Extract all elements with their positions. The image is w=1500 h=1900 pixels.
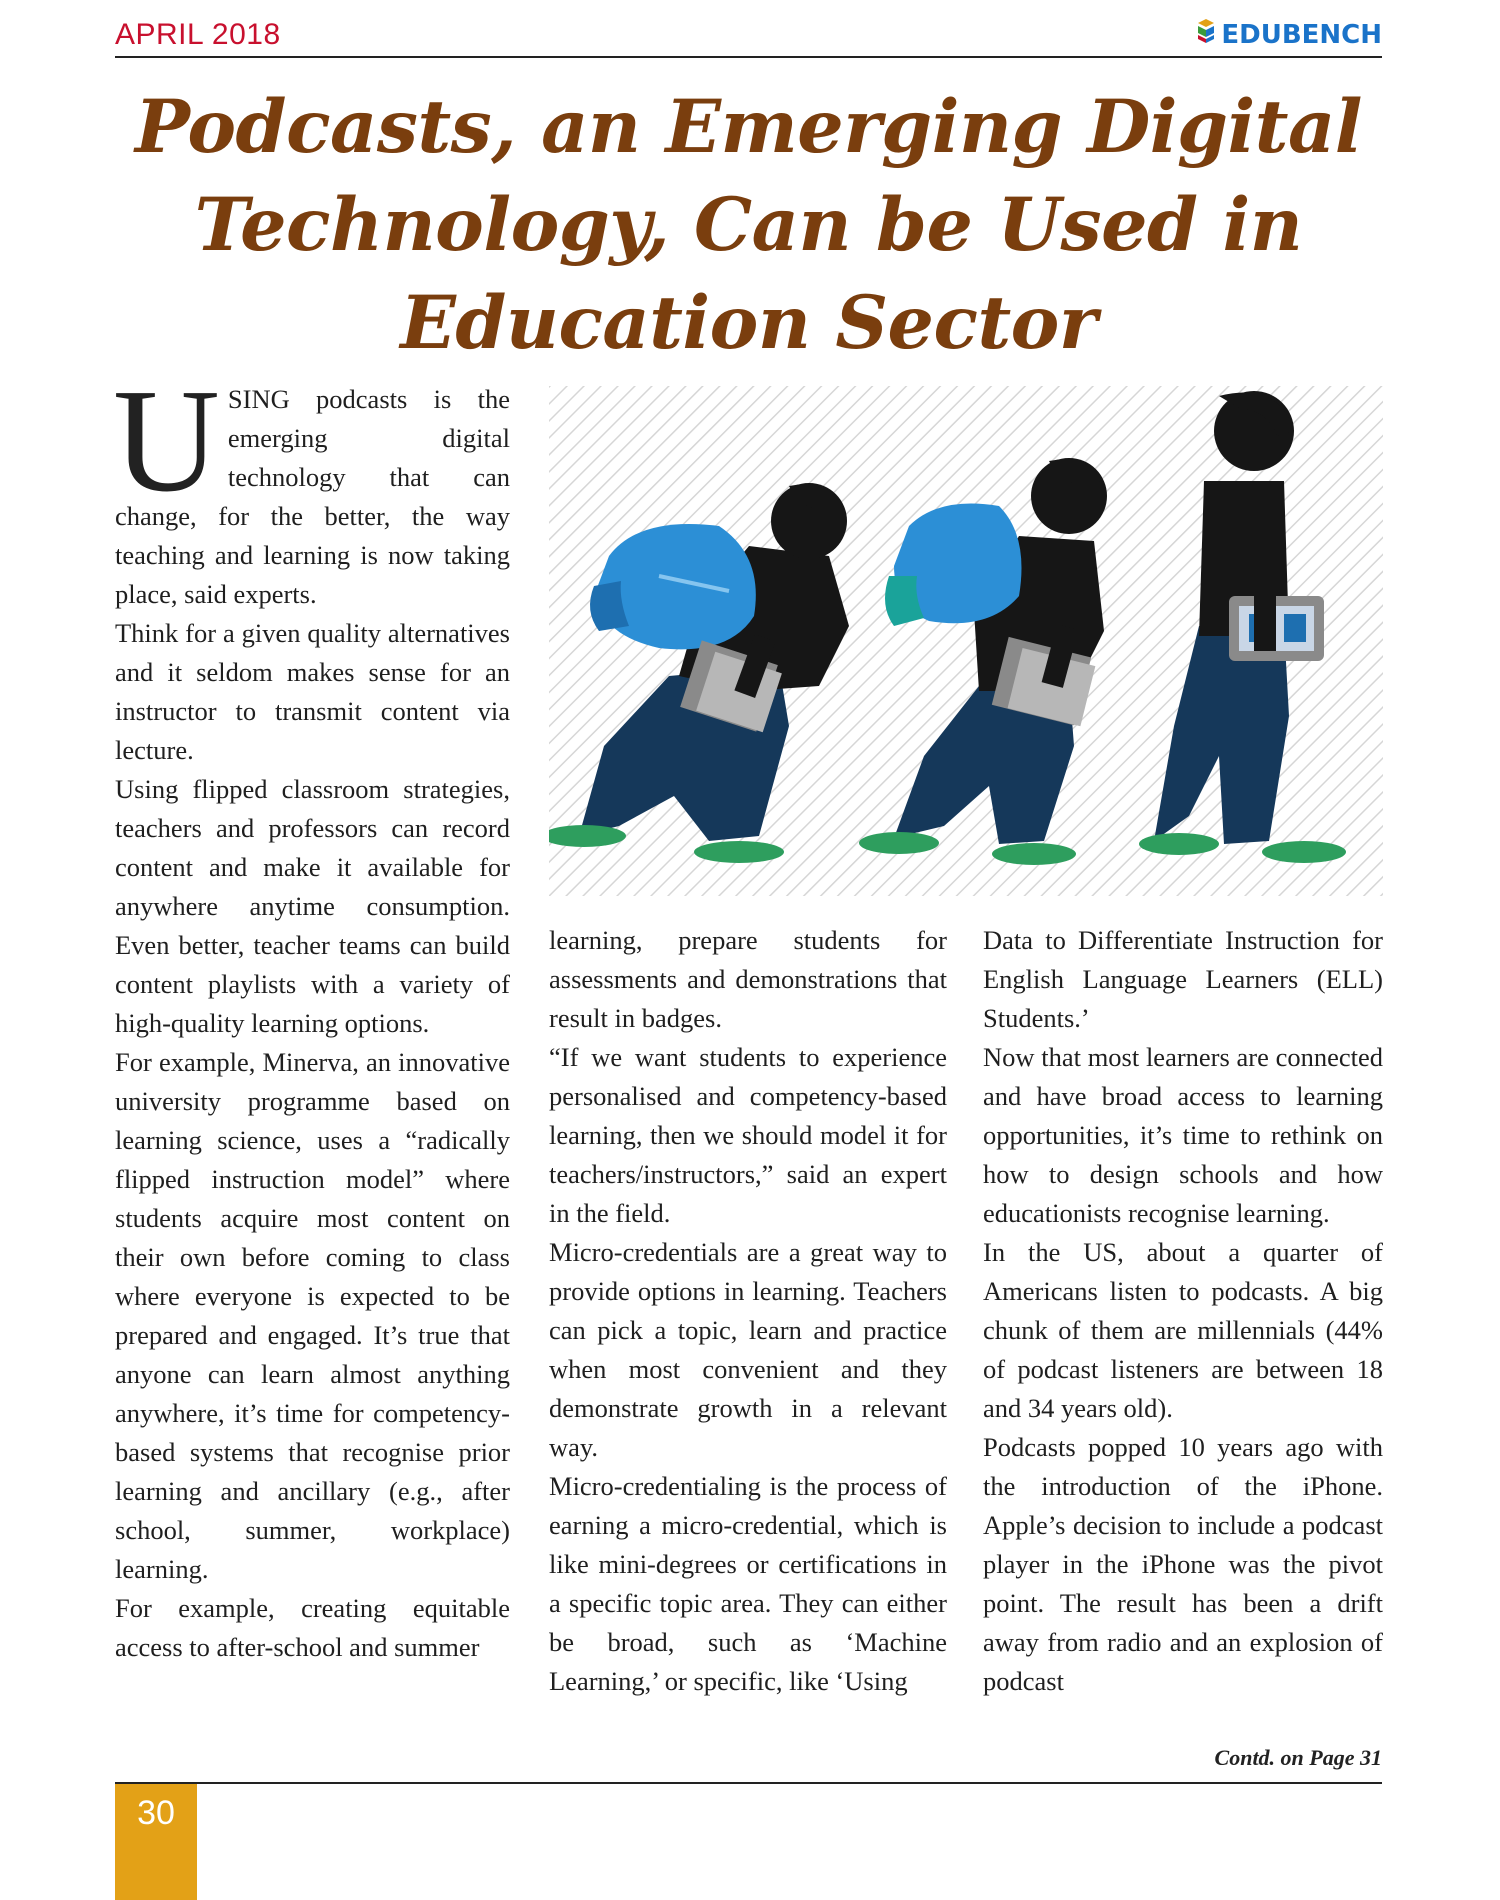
paragraph: Micro-credentials are a great way to provide options in learning. Teachers can pick a topic, learn and practice when most convenient and they demonstrate growth in a relevant way.	[549, 1237, 947, 1462]
paragraph: “If we want students to experience personalised and competency-based learning, then we should model it for teachers/instructors,” said an expert in the field.	[549, 1042, 947, 1228]
drop-cap: U	[113, 359, 220, 523]
paragraph: SING podcasts is the emerging digital technology that can change, for the better, the way teaching and learning is now taking place, said experts.	[115, 384, 510, 609]
students-illustration	[549, 386, 1383, 896]
footer-divider	[115, 1782, 1382, 1784]
page-number: 30	[115, 1784, 197, 1900]
article-column-2	[549, 921, 947, 1701]
paragraph: Podcasts popped 10 years ago with the introduction of the iPhone. Apple’s decision to include a podcast player in the iPhone was the pivot point. The result has been a drift away from radio and an explosion of podcast	[983, 1432, 1383, 1696]
paragraph: learning, prepare students for assessments and demonstrations that result in badges.	[549, 925, 947, 1033]
paragraph: Now that most learners are connected and have broad access to learning opportunities, it’s time to rethink on how to design schools and how educationists recognise learning.	[983, 1042, 1383, 1228]
article-column-1	[113, 359, 510, 1667]
paragraph: For example, creating equitable access to after-school and summer	[115, 1593, 510, 1662]
paragraph: Micro-credentialing is the process of earning a micro-credential, which is like mini-degrees or certifications in a specific topic area. They can either be broad, such as ‘Machine Learning,’ or specific, like ‘Using	[549, 1471, 947, 1696]
brand-logo	[1197, 18, 1382, 51]
paragraph: For example, Minerva, an innovative university programme based on learning science, uses a “radically flipped instruction model” where students acquire most content on their own before coming to class where everyone is expected to be prepared and engaged. It’s true that anyone can learn almost anything anywhere, it’s time for competency-based systems that recognise prior learning and ancillary (e.g., after school, summer, workplace) learning.	[115, 1047, 510, 1584]
paragraph: Using flipped classroom strategies, teachers and professors can record content and make it available for anywhere anytime consumption. Even better, teacher teams can build content playlists with a variety of high-quality learning options.	[115, 774, 510, 1038]
paragraph: Think for a given quality alternatives and it seldom makes sense for an instructor to transmit content via lecture.	[115, 618, 510, 765]
edubench-logo-icon	[1197, 18, 1215, 51]
issue-date: APRIL 2018	[115, 18, 281, 51]
continued-note: Contd. on Page 31	[1214, 1745, 1382, 1770]
paragraph: In the US, about a quarter of Americans listen to podcasts. A big chunk of them are millennials (44% of podcast listeners are between 18 and 34 years old).	[983, 1237, 1383, 1423]
article-column-3	[983, 921, 1383, 1701]
brand-name: EDUBENCH	[1221, 19, 1382, 50]
header-divider	[115, 56, 1382, 58]
article-title: Podcasts, an Emerging Digital Technology, Can be Used in Education Sector	[134, 84, 1363, 366]
paragraph: Data to Differentiate Instruction for English Language Learners (ELL) Students.’	[983, 925, 1383, 1033]
